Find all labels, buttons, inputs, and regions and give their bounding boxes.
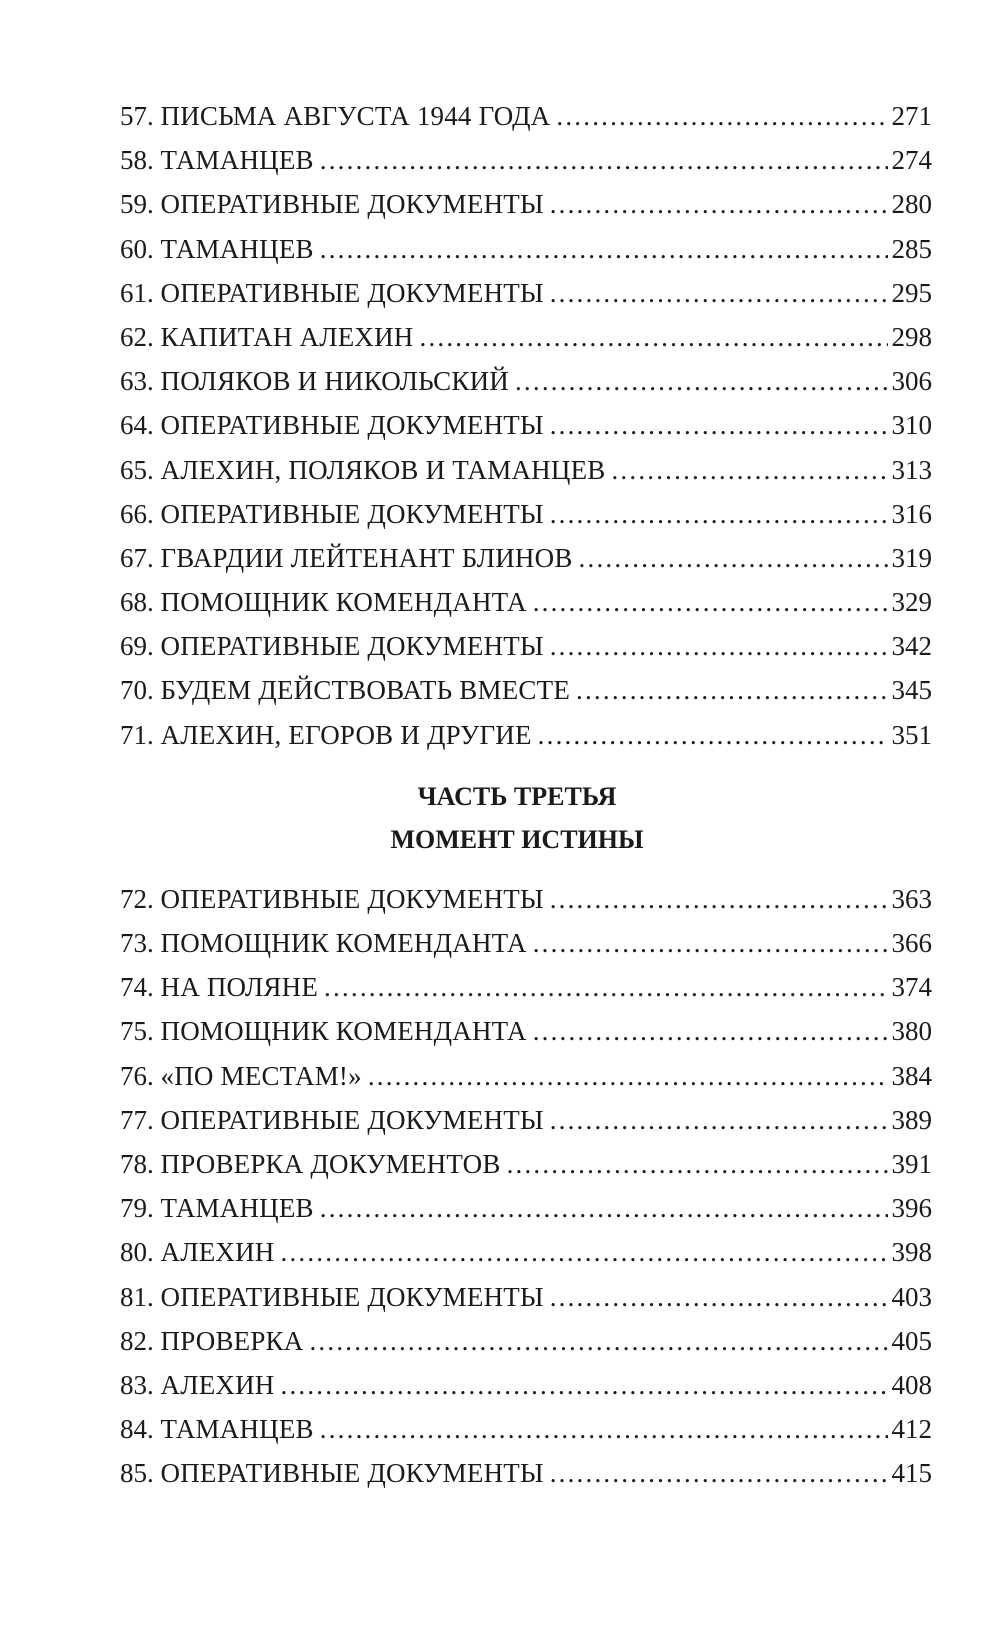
toc-entry [120, 580, 932, 624]
toc-entry-page: 366 [891, 928, 932, 958]
toc-entry [120, 965, 932, 1009]
toc-entry-page: 389 [891, 1104, 932, 1135]
toc-entry-page: 316 [891, 498, 932, 529]
toc-entry-title: АЛЕХИН [160, 1237, 275, 1268]
toc-leader-dots [309, 1319, 887, 1363]
toc-entry-title: ТАМАНЦЕВ [160, 1193, 314, 1224]
toc-entry [120, 492, 932, 536]
toc-page [120, 94, 932, 1495]
toc-entry-page: 329 [891, 587, 932, 618]
toc-entry-page: 298 [891, 321, 932, 352]
toc-entry-title: ОПЕРАТИВНЫЕ ДОКУМЕНТЫ [160, 883, 544, 914]
toc-leader-dots [550, 877, 888, 921]
toc-entry-number: 57. [120, 101, 154, 131]
toc-entry-number: 70. [120, 675, 154, 706]
toc-leader-dots [550, 1275, 888, 1319]
toc-entry-number: 78. [120, 1148, 154, 1179]
part-title: МОМЕНТ ИСТИНЫ [390, 824, 644, 854]
toc-entry-title: ПОМОЩНИК КОМЕНДАНТА [160, 1016, 527, 1047]
toc-entry-title: АЛЕХИН, ЕГОРОВ И ДРУГИЕ [160, 719, 532, 750]
toc-entry-title: ПОМОЩНИК КОМЕНДАНТА [160, 928, 527, 958]
toc-entry-title: ПРОВЕРКА [160, 1325, 304, 1356]
toc-entry-page: 274 [891, 145, 932, 176]
part-label: ЧАСТЬ ТРЕТЬЯ [417, 781, 617, 811]
toc-leader-dots [550, 1451, 888, 1495]
toc-entry-number: 81. [120, 1281, 154, 1312]
toc-entry-title: НА ПОЛЯНЕ [160, 972, 319, 1003]
toc-entry-title: ОПЕРАТИВНЫЕ ДОКУМЕНТЫ [160, 1104, 544, 1135]
toc-entry-number: 73. [120, 928, 154, 958]
toc-entry-page: 396 [891, 1193, 932, 1224]
toc-leader-dots [550, 1098, 888, 1142]
toc-leader-dots [579, 536, 888, 580]
toc-entry-title: БУДЕМ ДЕЙСТВОВАТЬ ВМЕСТЕ [160, 675, 571, 706]
toc-entry-number: 74. [120, 972, 154, 1003]
toc-entry-number: 83. [120, 1369, 154, 1400]
toc-entry [120, 1142, 932, 1186]
part-three-heading [120, 775, 932, 861]
toc-leader-dots [550, 403, 888, 447]
toc-leader-dots [533, 921, 888, 965]
toc-entry [120, 1407, 932, 1451]
toc-leader-dots [507, 1142, 888, 1186]
toc-leader-dots [576, 668, 887, 712]
toc-entry [120, 921, 932, 965]
toc-entry [120, 1054, 932, 1098]
toc-entry [120, 668, 932, 712]
toc-entry-page: 345 [891, 675, 932, 706]
toc-entry-number: 69. [120, 631, 154, 662]
toc-entry-title: ОПЕРАТИВНЫЕ ДОКУМЕНТЫ [160, 189, 544, 220]
toc-entry [120, 1319, 932, 1363]
toc-entry-number: 71. [120, 719, 154, 750]
toc-entry [120, 1451, 932, 1495]
toc-entry-number: 67. [120, 542, 154, 573]
toc-leader-dots [550, 492, 888, 536]
toc-entry-page: 285 [891, 233, 932, 264]
toc-entry [120, 1186, 932, 1230]
toc-entry [120, 227, 932, 271]
toc-entry [120, 1230, 932, 1274]
toc-leader-dots [556, 94, 887, 138]
toc-entry-title: ПИСЬМА АВГУСТА 1944 ГОДА [160, 101, 551, 131]
toc-entry-page: 403 [891, 1281, 932, 1312]
toc-entry-title: «ПО МЕСТАМ!» [160, 1060, 362, 1091]
toc-entry-title: КАПИТАН АЛЕХИН [160, 321, 414, 352]
toc-entry [120, 1009, 932, 1053]
toc-entry [120, 359, 932, 403]
toc-entry-number: 60. [120, 233, 154, 264]
toc-entry [120, 182, 932, 226]
toc-entry-title: ПРОВЕРКА ДОКУМЕНТОВ [160, 1148, 501, 1179]
toc-leader-dots [550, 271, 888, 315]
toc-entry-number: 59. [120, 189, 154, 220]
toc-entry-number: 64. [120, 410, 154, 441]
toc-entry-page: 342 [891, 631, 932, 662]
toc-entry-page: 374 [891, 972, 932, 1003]
toc-entry-page: 405 [891, 1325, 932, 1356]
toc-entry-number: 80. [120, 1237, 154, 1268]
toc-leader-dots [320, 1186, 888, 1230]
toc-leader-dots [533, 1009, 888, 1053]
toc-entry-page: 351 [891, 719, 932, 750]
toc-entry-number: 79. [120, 1193, 154, 1224]
toc-entry-page: 363 [891, 883, 932, 914]
toc-entry-page: 280 [891, 189, 932, 220]
toc-entry-page: 295 [891, 277, 932, 308]
toc-entry [120, 624, 932, 668]
toc-entry-title: ОПЕРАТИВНЫЕ ДОКУМЕНТЫ [160, 498, 544, 529]
toc-entry-number: 72. [120, 883, 154, 914]
toc-entry-page: 310 [891, 410, 932, 441]
toc-entry-title: ТАМАНЦЕВ [160, 1414, 314, 1445]
toc-leader-dots [281, 1230, 888, 1274]
toc-entry-page: 391 [891, 1148, 932, 1179]
toc-entry-page: 319 [891, 542, 932, 573]
toc-entry-title: ОПЕРАТИВНЫЕ ДОКУМЕНТЫ [160, 410, 544, 441]
toc-leader-dots [320, 138, 888, 182]
toc-entry [120, 1275, 932, 1319]
toc-entry [120, 1363, 932, 1407]
toc-entry-title: ПОЛЯКОВ И НИКОЛЬСКИЙ [160, 366, 509, 397]
toc-entry [120, 138, 932, 182]
toc-leader-dots [320, 1407, 888, 1451]
toc-entry-number: 61. [120, 277, 154, 308]
toc-entry [120, 877, 932, 921]
toc-entry-number: 84. [120, 1414, 154, 1445]
toc-entry-number: 66. [120, 498, 154, 529]
toc-entry-title: АЛЕХИН [160, 1369, 275, 1400]
toc-entry [120, 315, 932, 359]
toc-leader-dots [324, 965, 887, 1009]
toc-entry-page: 408 [891, 1369, 932, 1400]
toc-leader-dots [281, 1363, 888, 1407]
toc-entry-title: ОПЕРАТИВНЫЕ ДОКУМЕНТЫ [160, 1281, 544, 1312]
toc-leader-dots [368, 1054, 888, 1098]
toc-leader-dots [515, 359, 888, 403]
toc-entry-page: 412 [891, 1414, 932, 1445]
toc-entry [120, 713, 932, 757]
toc-leader-dots [538, 713, 888, 757]
toc-entry [120, 1098, 932, 1142]
toc-list-section-two [120, 877, 932, 1496]
toc-entry-number: 68. [120, 587, 154, 618]
toc-entry-title: ТАМАНЦЕВ [160, 145, 314, 176]
toc-entry-number: 58. [120, 145, 154, 176]
toc-entry-page: 398 [891, 1237, 932, 1268]
toc-leader-dots [550, 182, 888, 226]
toc-entry-number: 63. [120, 366, 154, 397]
toc-entry [120, 448, 932, 492]
toc-entry-number: 76. [120, 1060, 154, 1091]
toc-list-section-one [120, 94, 932, 757]
toc-entry-page: 384 [891, 1060, 932, 1091]
toc-entry-number: 77. [120, 1104, 154, 1135]
toc-entry-number: 62. [120, 321, 154, 352]
toc-entry-page: 415 [891, 1458, 932, 1489]
toc-leader-dots [550, 624, 888, 668]
toc-leader-dots [533, 580, 888, 624]
toc-entry-title: ОПЕРАТИВНЫЕ ДОКУМЕНТЫ [160, 631, 544, 662]
toc-entry-title: ПОМОЩНИК КОМЕНДАНТА [160, 587, 527, 618]
toc-leader-dots [420, 315, 888, 359]
toc-entry [120, 94, 932, 138]
toc-entry-title: ОПЕРАТИВНЫЕ ДОКУМЕНТЫ [160, 1458, 544, 1489]
toc-entry [120, 271, 932, 315]
toc-entry-page: 306 [891, 366, 932, 397]
toc-entry-number: 85. [120, 1458, 154, 1489]
toc-entry-title: АЛЕХИН, ПОЛЯКОВ И ТАМАНЦЕВ [160, 454, 606, 485]
toc-entry [120, 403, 932, 447]
toc-entry-title: ГВАРДИИ ЛЕЙТЕНАНТ БЛИНОВ [160, 542, 573, 573]
toc-entry-title: ОПЕРАТИВНЫЕ ДОКУМЕНТЫ [160, 277, 544, 308]
toc-leader-dots [320, 227, 888, 271]
toc-entry [120, 536, 932, 580]
toc-entry-page: 313 [891, 454, 932, 485]
toc-entry-title: ТАМАНЦЕВ [160, 233, 314, 264]
toc-entry-number: 65. [120, 454, 154, 485]
toc-entry-page: 380 [891, 1016, 932, 1047]
toc-leader-dots [611, 448, 887, 492]
toc-entry-number: 75. [120, 1016, 154, 1047]
toc-entry-number: 82. [120, 1325, 154, 1356]
toc-entry-page: 271 [891, 101, 932, 131]
